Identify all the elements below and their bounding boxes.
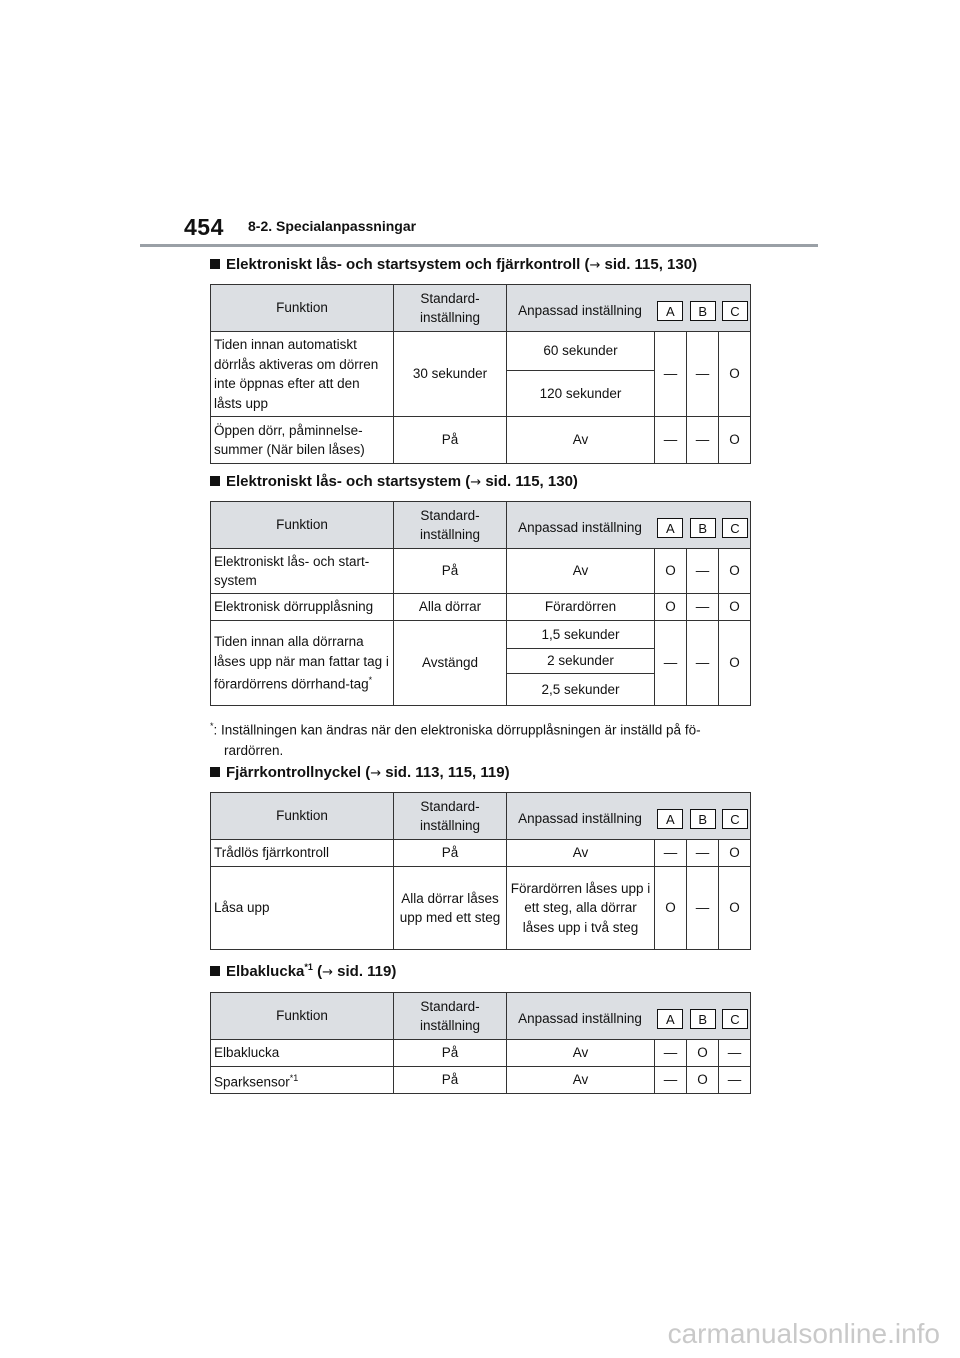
column-b-box: B: [690, 809, 716, 829]
header-custom: Anpassad inställning A B C: [507, 502, 751, 549]
header-function: Funktion: [211, 285, 394, 332]
header-standard: Standard- inställning: [394, 502, 507, 549]
header-standard: Standard- inställning: [394, 285, 507, 332]
bullet-icon: [210, 476, 220, 486]
arrow-right-icon: →: [589, 258, 601, 273]
header-standard: Standard- inställning: [394, 993, 507, 1040]
column-b-box: B: [690, 1009, 716, 1029]
column-c-box: C: [722, 809, 748, 829]
table-row: Elektronisk dörrupplåsning Alla dörrar Förardörren O — O: [211, 594, 751, 621]
column-a-box: A: [657, 809, 683, 829]
table-header-row: [211, 993, 751, 1040]
header-function: Funktion: [211, 502, 394, 549]
arrow-right-icon: →: [470, 475, 482, 490]
column-c-box: C: [722, 518, 748, 538]
settings-table: [210, 792, 751, 950]
header-standard: Standard- inställning: [394, 793, 507, 840]
column-c-box: C: [722, 1009, 748, 1029]
header-custom: Anpassad inställning A B C: [507, 993, 751, 1040]
page-number: 454: [184, 214, 224, 240]
table-header-row: [211, 793, 751, 840]
table-row: 120 sekunder: [211, 370, 751, 416]
header-custom: Anpassad inställning A B C: [507, 285, 751, 332]
settings-table: [210, 501, 751, 706]
table-header-row: [211, 285, 751, 332]
table-row: Trådlös fjärrkontroll På Av — — O: [211, 840, 751, 867]
table-row: Tiden innan alla dörrarna låses upp när man fattar tag i förardörrens dörrhand-tag* Avstängd 1,5 sekunder — — O: [211, 621, 751, 649]
table-row: Tiden innan automatiskt dörrlås aktiveras om dörren inte öppnas efter att den låsts upp 30 sekunder 60 sekunder — — O: [211, 332, 751, 371]
column-b-box: B: [690, 301, 716, 321]
column-a-box: A: [657, 1009, 683, 1029]
table-row: Öppen dörr, påminnelse-summer (När bilen låses) På Av — — O: [211, 417, 751, 464]
arrow-right-icon: →: [322, 965, 333, 980]
page-header: [184, 214, 818, 248]
table-header-row: [211, 502, 751, 549]
watermark: carmanualsonline.info: [667, 1318, 940, 1349]
section-heading: Elektroniskt lås- och startsystem (→ sid. 115, 130): [210, 473, 578, 490]
bullet-icon: [210, 767, 220, 777]
table-row: Elbaklucka På Av — O —: [211, 1040, 751, 1067]
header-function: Funktion: [211, 793, 394, 840]
settings-table: [210, 992, 751, 1094]
section-heading: Elektroniskt lås- och startsystem och fjärrkontroll (→ sid. 115, 130): [210, 256, 697, 273]
chapter-title: 8-2. Specialanpassningar: [248, 218, 417, 234]
table-row: 2,5 sekunder: [211, 674, 751, 706]
arrow-right-icon: →: [370, 766, 382, 781]
table-row: Elektroniskt lås- och start-system På Av O — O: [211, 549, 751, 594]
header-custom: Anpassad inställning A B C: [507, 793, 751, 840]
footnote: *: Inställningen kan ändras när den elektroniska dörrupplåsningen är inställd på fö- rardörren.: [210, 721, 701, 758]
table-row: 2 sekunder: [211, 648, 751, 674]
table-row: Låsa upp Alla dörrar låses upp med ett steg Förardörren låses upp i ett steg, alla dörrar låses upp i två steg O — O: [211, 867, 751, 950]
settings-table: [210, 284, 751, 464]
column-b-box: B: [690, 518, 716, 538]
section-heading: Elbaklucka$^{*1}$ (→ sid. 119): [210, 962, 396, 980]
table-row: Sparksensor$^{*1}$ På Av — O —: [211, 1067, 751, 1094]
header-rule: [140, 244, 818, 247]
column-a-box: A: [657, 301, 683, 321]
header-function: Funktion: [211, 993, 394, 1040]
bullet-icon: [210, 259, 220, 269]
section-heading: Fjärrkontrollnyckel (→ sid. 113, 115, 119): [210, 764, 510, 781]
bullet-icon: [210, 966, 220, 976]
column-c-box: C: [722, 301, 748, 321]
column-a-box: A: [657, 518, 683, 538]
